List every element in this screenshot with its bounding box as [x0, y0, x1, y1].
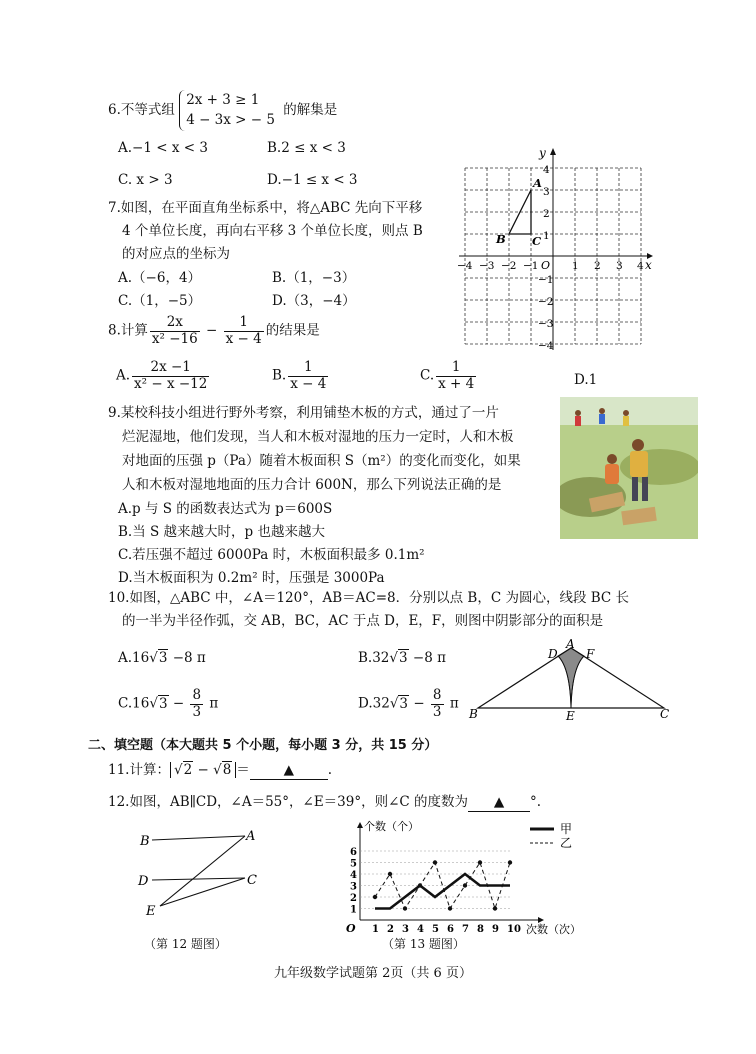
q10-line2: 的一半为半径作弧，交 AB，BC，AC 于点 D，E，F，则图中阴影部分的面积是	[122, 613, 604, 629]
svg-text:−1: −1	[523, 260, 539, 272]
q13-x-tick: 4	[417, 924, 424, 935]
q10-triangle-figure	[466, 638, 676, 722]
q12-label-e: E	[146, 904, 156, 919]
q13-point-yi	[508, 860, 512, 864]
q12-label-a: A	[246, 829, 256, 844]
q12-line-cd	[152, 878, 245, 880]
q7-label-a: A	[533, 176, 542, 190]
svg-text:−4: −4	[538, 340, 554, 352]
svg-text:−3: −3	[479, 260, 495, 272]
q13-y-tick: 6	[350, 847, 357, 858]
q6-option-a: A.−1 < x < 3	[118, 140, 208, 156]
q13-caption: （第 13 题图）	[382, 937, 465, 951]
q10-label-b: B	[469, 707, 478, 721]
svg-text:−2: −2	[538, 296, 554, 308]
q13-point-yi	[433, 860, 437, 864]
q13-point-yi	[388, 872, 392, 876]
q7-origin: O	[541, 259, 551, 272]
q10-option-d: D.32√3 − $\frac{8}{3}$ π	[358, 687, 459, 720]
q7-coordinate-graph	[455, 145, 655, 355]
svg-text:−4: −4	[457, 260, 473, 272]
q7-y-ticks	[538, 164, 554, 352]
q9-line1: 9.某校科技小组进行野外考察，利用铺垫木板的方式，通过了一片	[108, 405, 499, 421]
q7-line3: 的对应点的坐标为	[122, 246, 230, 262]
q7-label-b: B	[496, 232, 506, 246]
q10-option-c: C.16√3 − $\frac{8}{3}$ π	[118, 687, 219, 720]
q10-label-f: F	[586, 647, 595, 661]
q9-illustration	[560, 397, 698, 539]
q13-y-tick: 4	[350, 870, 357, 881]
q8-option-b: B. $\frac{1}{x - 4}$	[272, 359, 327, 392]
q13-x-tick: 6	[447, 924, 454, 935]
q12: 12.如图，AB∥CD，∠A＝55°，∠E＝39°，则∠C 的度数为 ▲ °.	[108, 794, 542, 810]
q6-system: 2x + 3 ≥ 1 4 − 3x > − 5	[179, 90, 279, 131]
q13-line-chart	[338, 820, 618, 940]
q13-xlabel: 次数（次）	[526, 923, 581, 936]
q13-x-tick: 2	[387, 924, 394, 935]
q8-stem: 8.计算 $\frac{2x}{\text{x² −16}}$ − $\frac{1}{x - 4}$ 的结果是	[108, 314, 320, 347]
q13-y-tick: 1	[350, 904, 357, 916]
q13-x-tick: 1	[372, 924, 379, 935]
q10-label-c: C	[660, 707, 670, 721]
q12-line-ab	[152, 836, 245, 840]
q13-y-tick: 2	[350, 893, 357, 904]
q11: 11.计算： √2 − √8 ＝ ▲ .	[108, 762, 333, 778]
q12-label-c: C	[247, 873, 257, 888]
q7-line1: 7.如图，在平面直角坐标系中，将△ABC 先向下平移	[108, 200, 423, 216]
q13-x-tick: 8	[477, 924, 484, 935]
section-2-heading: 二、填空题（本大题共 5 个小题，每小题 3 分，共 15 分）	[88, 738, 438, 753]
q10-option-a: A.16√3 −8 π	[118, 650, 206, 666]
svg-text:4: 4	[543, 164, 550, 176]
legend-label-jia: 甲	[560, 822, 573, 836]
q13-point-yi	[463, 883, 467, 887]
svg-text:4: 4	[637, 260, 644, 272]
q7-option-b: B.（1，−3）	[272, 270, 356, 286]
q7-line2: 4 个单位长度，再向右平移 3 个单位长度，则点 B	[122, 223, 423, 239]
q13-y-tick: 3	[350, 881, 357, 893]
q6-option-d: D.−1 ≤ x < 3	[267, 172, 358, 188]
q9-line3: 对地面的压强 p（Pa）随着木板面积 S（m²）的变化而变化，如果	[122, 453, 521, 469]
q13-x-tick: 7	[462, 924, 469, 935]
q9-line4: 人和木板对湿地地面的压力合计 600N，那么下列说法正确的是	[122, 477, 502, 493]
q10-label-a: A	[566, 638, 575, 651]
q9-option-a: A.p 与 S 的函数表达式为 p＝600S	[118, 501, 333, 517]
q12-figure	[130, 822, 270, 922]
q6-option-b: B.2 ≤ x < 3	[267, 140, 346, 156]
q13-x-tick: 10	[507, 924, 521, 935]
svg-text:2: 2	[594, 260, 601, 272]
q12-caption: （第 12 题图）	[144, 937, 227, 951]
q9-option-d: D.当木板面积为 0.2m² 时，压强是 3000Pa	[118, 570, 385, 586]
q13-x-tick: 3	[402, 924, 409, 935]
q7-option-c: C.（1，−5）	[118, 293, 202, 309]
q7-y-label: y	[539, 146, 546, 160]
q8-option-a: A. $\frac{2x -1}{\text{x² − x −12}}$	[116, 359, 208, 392]
svg-text:−2: −2	[501, 260, 517, 272]
q8-option-c: C. $\frac{1}{x + 4}$	[420, 359, 475, 392]
q13-x-tick: 9	[492, 924, 499, 935]
svg-text:−3: −3	[538, 318, 554, 330]
q13-origin: O	[346, 922, 356, 935]
q6-option-c: C. x > 3	[118, 172, 173, 188]
q13-title: 个数（个）	[364, 820, 419, 833]
q13-point-yi	[373, 895, 377, 899]
q6-stem: 6.不等式组 2x + 3 ≥ 1 4 − 3x > − 5 的解集是	[108, 90, 337, 131]
q7-x-ticks	[457, 260, 644, 272]
q8-option-d: D.1	[574, 372, 598, 388]
q10-line1: 10.如图，△ABC 中，∠A＝120°，AB＝AC=8．分别以点 B，C 为圆心，线段 BC 长	[108, 590, 630, 606]
q13-point-yi	[478, 860, 482, 864]
svg-text:2: 2	[543, 208, 550, 220]
q7-option-a: A.（−6，4）	[118, 270, 202, 286]
svg-text:1: 1	[543, 230, 550, 242]
q7-label-c: C	[532, 234, 542, 248]
q13-point-yi	[403, 906, 407, 910]
q10-label-e: E	[566, 709, 575, 722]
q13-y-tick: 5	[350, 858, 357, 870]
q7-option-d: D.（3，−4）	[272, 293, 356, 309]
q9-option-c: C.若压强不超过 6000Pa 时，木板面积最多 0.1m²	[118, 547, 425, 563]
svg-text:3: 3	[543, 186, 550, 198]
q10-option-b: B.32√3 −8 π	[358, 650, 446, 666]
q13-point-yi	[448, 906, 452, 910]
page-footer: 九年级数学试题第 2页（共 6 页）	[274, 966, 472, 981]
legend-label-yi: 乙	[560, 836, 573, 850]
q10-label-d: D	[548, 647, 558, 661]
q7-x-label: x	[645, 258, 652, 272]
q13-point-yi	[418, 883, 422, 887]
q9-option-b: B.当 S 越来越大时，p 也越来越大	[118, 524, 325, 540]
q9-line2: 烂泥湿地，他们发现，当人和木板对湿地的压力一定时，人和木板	[122, 429, 514, 445]
q13-point-yi	[493, 906, 497, 910]
svg-text:3: 3	[616, 260, 623, 272]
q12-label-d: D	[138, 874, 149, 889]
svg-text:−1: −1	[538, 274, 554, 286]
q12-label-b: B	[140, 834, 150, 849]
q13-x-tick: 5	[432, 924, 439, 935]
svg-text:1: 1	[572, 260, 579, 272]
